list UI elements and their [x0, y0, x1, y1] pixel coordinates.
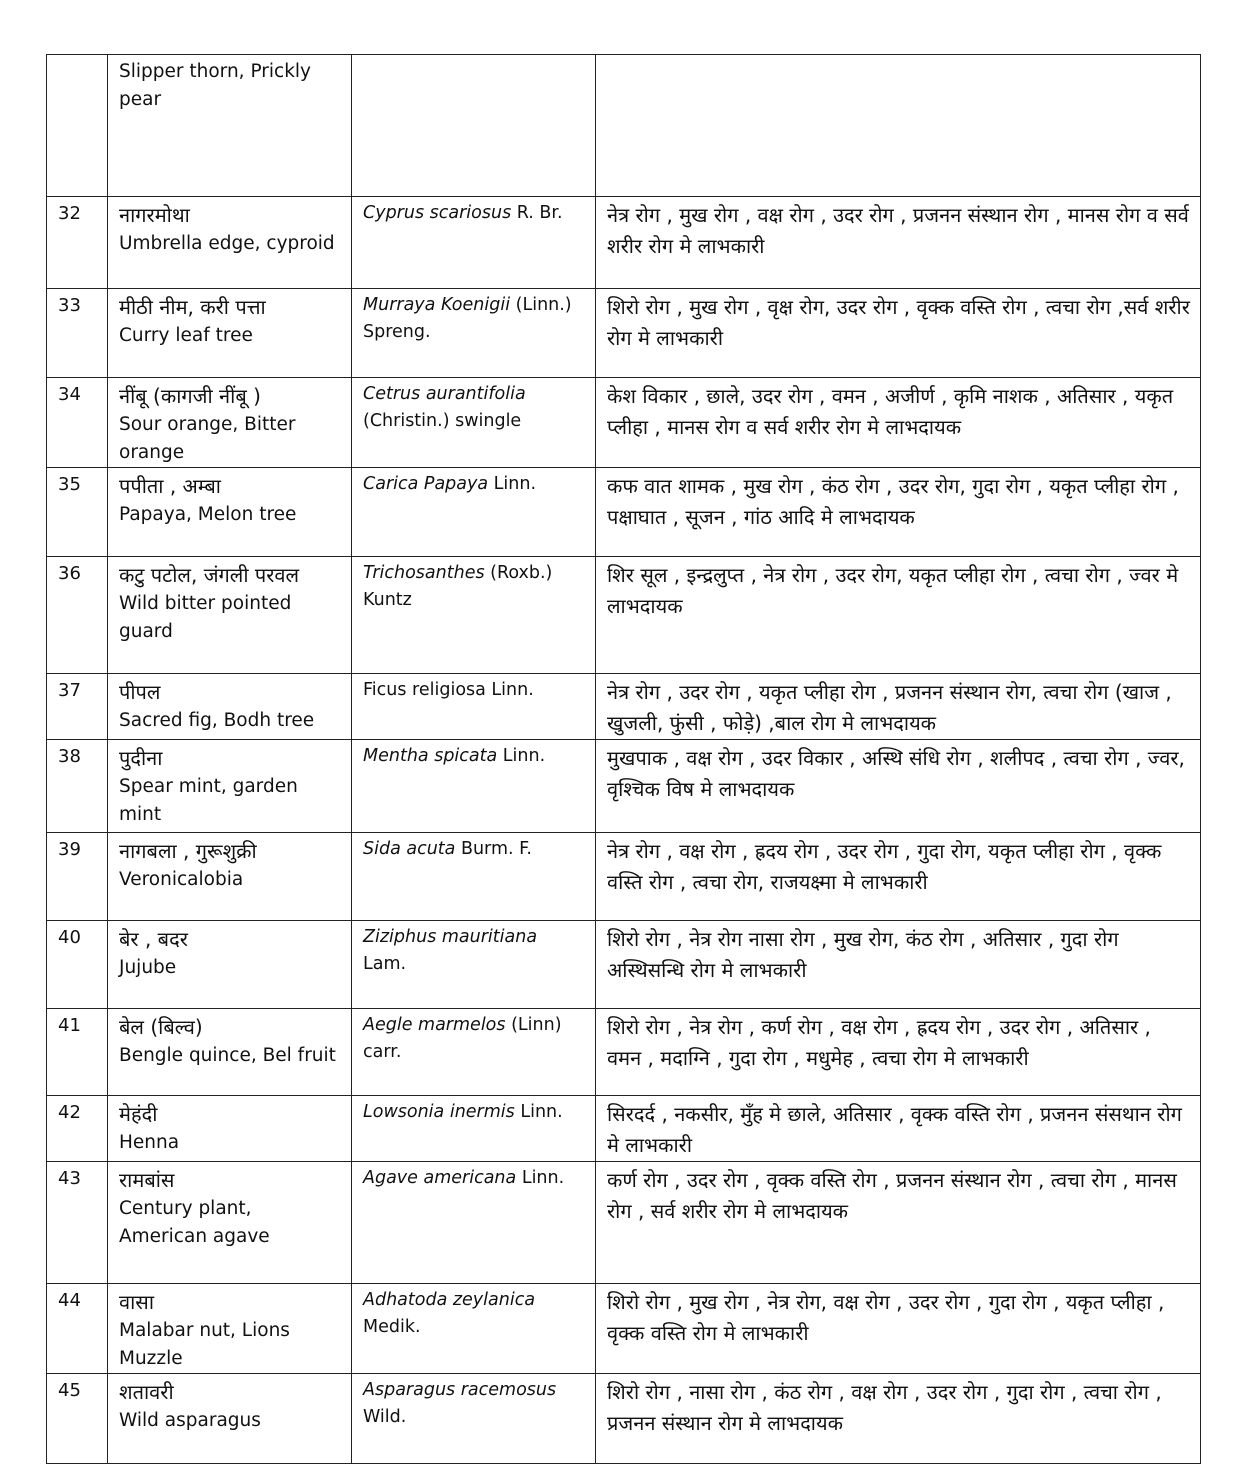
hindi-name: शतावरी	[119, 1380, 174, 1404]
medicinal-uses: नेत्र रोग , मुख रोग , वक्ष रोग , उदर रोग , प्रजनन संस्थान रोग , मानस रोग व सर्व शरीर रोग मे लाभकारी	[596, 197, 1201, 289]
english-name: Wild asparagus	[119, 1410, 261, 1431]
table-row	[47, 1284, 1201, 1374]
scientific-name: Ziziphus mauritiana	[363, 927, 538, 947]
medicinal-uses: शिर सूल , इन्द्रलुप्त , नेत्र रोग , उदर रोग, यकृत प्लीहा रोग , त्वचा रोग , ज्वर मे लाभदायक	[596, 557, 1201, 674]
scientific-name: Cyprus scariosus	[363, 203, 512, 223]
row-number: 36	[47, 557, 108, 674]
hindi-name: नींबू (कागजी नींबू )	[119, 384, 261, 408]
english-name: Wild bitter pointed guard	[119, 593, 292, 642]
scientific-name: Mentha spicata	[363, 746, 498, 766]
hindi-name: मेहंदी	[119, 1102, 158, 1126]
medicinal-uses: केश विकार , छाले, उदर रोग , वमन , अजीर्ण , कृमि नाशक , अतिसार , यकृत प्लीहा , मानस रोग व सर्व शरीर रोग मे लाभदायक	[596, 378, 1201, 468]
hindi-name: नागरमोथा	[119, 203, 190, 227]
hindi-name: मीठी नीम, करी पत्ता	[119, 295, 266, 319]
botanical-name-cell	[352, 557, 596, 674]
medicinal-uses: मुखपाक , वक्ष रोग , उदर विकार , अस्थि संधि रोग , शलीपद , त्वचा रोग , ज्वर, वृश्चिक विष मे लाभदायक	[596, 740, 1201, 833]
english-name: Sacred fig, Bodh tree	[119, 710, 315, 731]
botanical-name-cell	[352, 197, 596, 289]
botanical-name-cell	[352, 468, 596, 557]
english-name: Papaya, Melon tree	[119, 504, 297, 525]
plant-name-cell	[108, 197, 352, 289]
table-row	[47, 55, 1201, 197]
plant-name-cell	[108, 833, 352, 921]
row-number: 38	[47, 740, 108, 833]
english-name: Century plant, American agave	[119, 1198, 270, 1247]
botanical-name-cell	[352, 674, 596, 740]
botanical-name-cell	[352, 1096, 596, 1162]
botanical-author: Lam.	[363, 954, 407, 974]
row-number: 34	[47, 378, 108, 468]
botanical-name-cell	[352, 289, 596, 378]
table-row	[47, 1374, 1201, 1464]
table-row	[47, 921, 1201, 1009]
plant-name-cell	[108, 1096, 352, 1162]
plant-name-cell	[108, 1374, 352, 1464]
row-number: 44	[47, 1284, 108, 1374]
plant-name-cell	[108, 740, 352, 833]
botanical-author: Linn.	[514, 1102, 563, 1122]
botanical-name-cell	[352, 1284, 596, 1374]
row-number: 32	[47, 197, 108, 289]
english-name: Slipper thorn, Prickly pear	[119, 61, 311, 110]
plant-name-cell	[108, 921, 352, 1009]
hindi-name: कटु पटोल, जंगली परवल	[119, 563, 300, 587]
table-row	[47, 674, 1201, 740]
scientific-name: Trichosanthes	[363, 563, 485, 583]
plant-name-cell	[108, 468, 352, 557]
english-name: Henna	[119, 1132, 180, 1153]
hindi-name: बेल (बिल्व)	[119, 1015, 203, 1039]
hindi-name: पुदीना	[119, 746, 163, 770]
hindi-name: पपीता , अम्बा	[119, 474, 221, 498]
row-number: 37	[47, 674, 108, 740]
table-row	[47, 289, 1201, 378]
botanical-name-cell	[352, 55, 596, 197]
row-number: 43	[47, 1162, 108, 1284]
botanical-name-cell	[352, 740, 596, 833]
table-row	[47, 1009, 1201, 1096]
row-number: 45	[47, 1374, 108, 1464]
medicinal-uses	[596, 55, 1201, 197]
herb-table	[46, 54, 1201, 1464]
scientific-name: Lowsonia inermis	[363, 1102, 515, 1122]
medicinal-uses: नेत्र रोग , वक्ष रोग , ह्रदय रोग , उदर रोग , गुदा रोग, यकृत प्लीहा रोग , वृक्क वस्ति रोग , त्वचा रोग, राजयक्ष्मा मे लाभकारी	[596, 833, 1201, 921]
plant-name-cell	[108, 557, 352, 674]
english-name: Jujube	[119, 957, 177, 978]
plant-name-cell	[108, 378, 352, 468]
botanical-author: Ficus religiosa Linn.	[363, 680, 534, 700]
table-row	[47, 557, 1201, 674]
plant-name-cell	[108, 1162, 352, 1284]
table-row	[47, 468, 1201, 557]
row-number: 35	[47, 468, 108, 557]
botanical-name-cell	[352, 378, 596, 468]
plant-name-cell	[108, 289, 352, 378]
hindi-name: नागबला , गुरूशुक्री	[119, 839, 257, 863]
english-name: Sour orange, Bitter orange	[119, 414, 296, 463]
botanical-name-cell	[352, 1009, 596, 1096]
scientific-name: Agave americana	[363, 1168, 517, 1188]
botanical-author: (Linn.) Spreng.	[363, 295, 572, 342]
medicinal-uses: शिरो रोग , नेत्र रोग नासा रोग , मुख रोग, कंठ रोग , अतिसार , गुदा रोग अस्थिसन्धि रोग मे लाभकारी	[596, 921, 1201, 1009]
botanical-name-cell	[352, 921, 596, 1009]
table-row	[47, 378, 1201, 468]
english-name: Umbrella edge, cyproid	[119, 233, 335, 254]
plant-name-cell	[108, 674, 352, 740]
scientific-name: Aegle marmelos	[363, 1015, 506, 1035]
row-number: 39	[47, 833, 108, 921]
botanical-author: (Roxb.) Kuntz	[363, 563, 553, 610]
row-number: 40	[47, 921, 108, 1009]
scientific-name: Cetrus aurantifolia	[363, 384, 526, 404]
plant-name-cell	[108, 1009, 352, 1096]
table-row	[47, 1096, 1201, 1162]
table-row	[47, 1162, 1201, 1284]
medicinal-uses: कफ वात शामक , मुख रोग , कंठ रोग , उदर रोग, गुदा रोग , यकृत प्लीहा रोग , पक्षाघात , सूजन , गांठ आदि मे लाभदायक	[596, 468, 1201, 557]
botanical-author: (Christin.) swingle	[363, 411, 522, 431]
english-name: Bengle quince, Bel fruit	[119, 1045, 336, 1066]
table-row	[47, 833, 1201, 921]
botanical-name-cell	[352, 1162, 596, 1284]
botanical-author: Wild.	[363, 1407, 407, 1427]
english-name: Spear mint, garden mint	[119, 776, 298, 825]
plant-name-cell	[108, 55, 352, 197]
botanical-author: R. Br.	[511, 203, 563, 223]
botanical-author: Linn.	[497, 746, 546, 766]
english-name: Veronicalobia	[119, 869, 244, 890]
botanical-author: Linn.	[488, 474, 537, 494]
english-name: Malabar nut, Lions Muzzle	[119, 1320, 290, 1369]
botanical-name-cell	[352, 833, 596, 921]
scientific-name: Carica Papaya	[363, 474, 489, 494]
scientific-name: Murraya Koenigii	[363, 295, 511, 315]
medicinal-uses: सिरदर्द , नकसीर, मुँह मे छाले, अतिसार , वृक्क वस्ति रोग , प्रजनन संसथान रोग मे लाभकारी	[596, 1096, 1201, 1162]
botanical-author: Medik.	[363, 1317, 421, 1337]
table-row	[47, 197, 1201, 289]
botanical-author: Burm. F.	[455, 839, 532, 859]
row-number: 41	[47, 1009, 108, 1096]
english-name: Curry leaf tree	[119, 325, 253, 346]
medicinal-uses: नेत्र रोग , उदर रोग , यकृत प्लीहा रोग , प्रजनन संस्थान रोग, त्वचा रोग (खाज , खुजली, फुंसी , फोड़े) ,बाल रोग मे लाभदायक	[596, 674, 1201, 740]
scientific-name: Asparagus racemosus	[363, 1380, 557, 1400]
medicinal-uses: शिरो रोग , नासा रोग , कंठ रोग , वक्ष रोग , उदर रोग , गुदा रोग , त्वचा रोग , प्रजनन संस्थान रोग मे लाभदायक	[596, 1374, 1201, 1464]
hindi-name: वासा	[119, 1290, 154, 1314]
medicinal-uses: शिरो रोग , मुख रोग , नेत्र रोग, वक्ष रोग , उदर रोग , गुदा रोग , यकृत प्लीहा , वृक्क वस्ति रोग मे लाभकारी	[596, 1284, 1201, 1374]
medicinal-uses: कर्ण रोग , उदर रोग , वृक्क वस्ति रोग , प्रजनन संस्थान रोग , त्वचा रोग , मानस रोग , सर्व शरीर रोग मे लाभदायक	[596, 1162, 1201, 1284]
row-number	[47, 55, 108, 197]
botanical-name-cell	[352, 1374, 596, 1464]
hindi-name: पीपल	[119, 680, 161, 704]
scientific-name: Sida acuta	[363, 839, 456, 859]
hindi-name: रामबांस	[119, 1168, 175, 1192]
botanical-author: (Linn) carr.	[363, 1015, 562, 1062]
medicinal-uses: शिरो रोग , मुख रोग , वृक्ष रोग, उदर रोग , वृक्क वस्ति रोग , त्वचा रोग ,सर्व शरीर रोग मे लाभकारी	[596, 289, 1201, 378]
scientific-name: Adhatoda zeylanica	[363, 1290, 536, 1310]
botanical-author: Linn.	[516, 1168, 565, 1188]
plant-name-cell	[108, 1284, 352, 1374]
row-number: 42	[47, 1096, 108, 1162]
table-row	[47, 740, 1201, 833]
hindi-name: बेर , बदर	[119, 927, 188, 951]
medicinal-uses: शिरो रोग , नेत्र रोग , कर्ण रोग , वक्ष रोग , ह्रदय रोग , उदर रोग , अतिसार , वमन , मदाग्नि , गुदा रोग , मधुमेह , त्वचा रोग मे लाभकारी	[596, 1009, 1201, 1096]
row-number: 33	[47, 289, 108, 378]
